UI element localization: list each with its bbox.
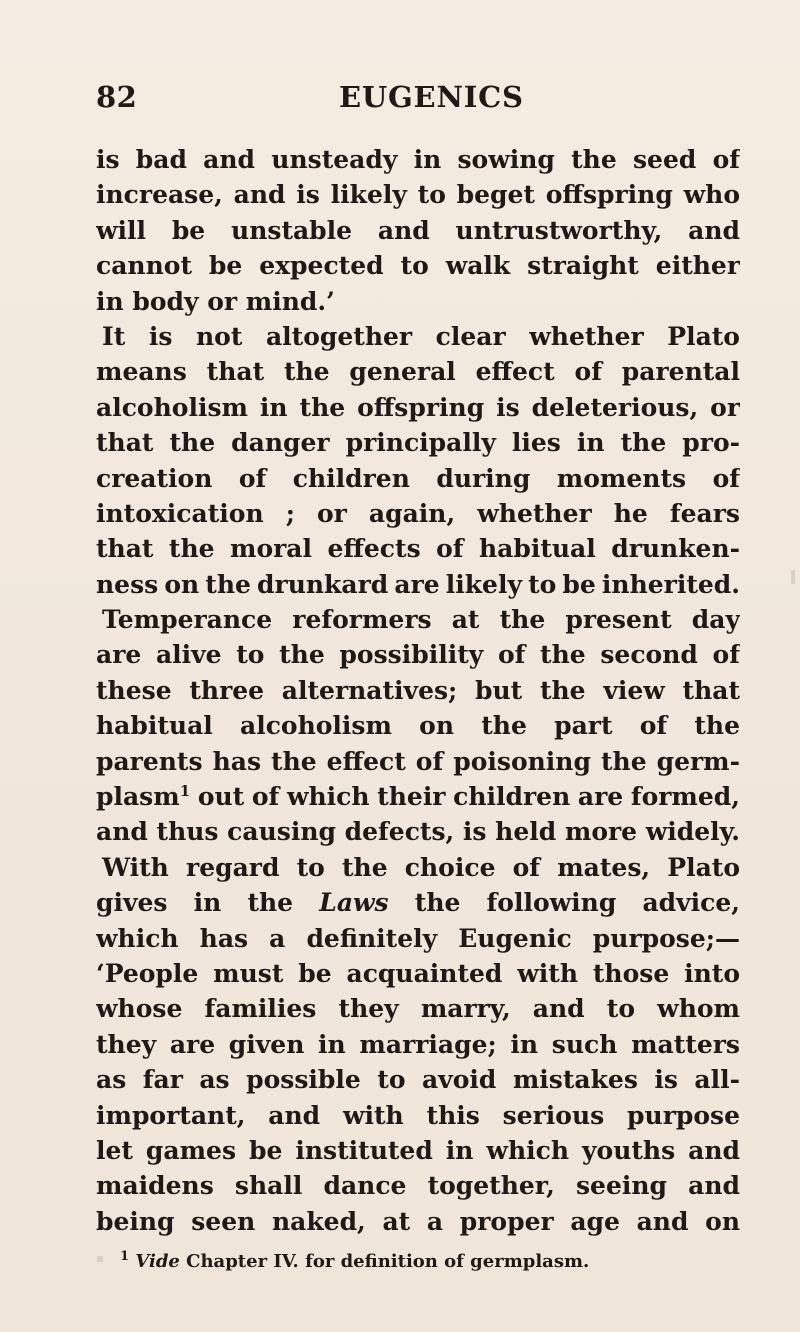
margin-mark bbox=[791, 570, 795, 584]
text-line: parents has the effect of poisoning the germ- bbox=[96, 746, 740, 776]
text-line: being seen naked, at a proper age and on bbox=[96, 1206, 740, 1236]
text-line: means that the general effect of parental bbox=[96, 357, 740, 387]
text-line: important, and with this serious purpose bbox=[96, 1100, 740, 1130]
text-line: whose families they marry, and to whom bbox=[96, 994, 740, 1024]
text-line: alcoholism in the offspring is deleterious, or bbox=[96, 392, 740, 422]
text-line: cannot be expected to walk straight either bbox=[96, 251, 740, 281]
text-line: let games be instituted in which youths and bbox=[96, 1135, 740, 1165]
text-line: intoxication ; or again, whether he fears bbox=[96, 498, 740, 528]
margin-mark bbox=[97, 1256, 103, 1262]
text-line: habitual alcoholism on the part of the bbox=[96, 711, 740, 741]
text-line: ness on the drunkard are likely to be inherited. bbox=[96, 569, 740, 599]
text-line: is bad and unsteady in sowing the seed of bbox=[96, 145, 740, 174]
page-number: 82 bbox=[96, 80, 138, 114]
text-line: increase, and is likely to beget offspring who bbox=[96, 180, 740, 210]
text-line: maidens shall dance together, seeing and bbox=[96, 1171, 740, 1201]
text-line: that the danger principally lies in the pro- bbox=[96, 428, 740, 458]
text-line: and thus causing defects, is held more widely. bbox=[96, 817, 740, 847]
text-line: these three alternatives; but the view that bbox=[96, 675, 740, 705]
text-line: Temperance reformers at the present day bbox=[102, 605, 740, 635]
text-line: are alive to the possibility of the second of bbox=[96, 640, 740, 670]
footnote bbox=[120, 1251, 589, 1272]
text-line: With regard to the choice of mates, Plato bbox=[102, 852, 740, 882]
italic-title: Laws bbox=[319, 888, 389, 918]
body-text bbox=[96, 142, 740, 1239]
text-line: creation of children during moments of bbox=[96, 463, 740, 493]
text-line: ‘People must be acquainted with those into bbox=[96, 958, 740, 988]
text-line: as far as possible to avoid mistakes is all- bbox=[96, 1065, 740, 1095]
text-line: in body or mind.’ bbox=[96, 286, 335, 316]
text-line: plasm$^1$ out of which their children are formed, bbox=[96, 782, 740, 812]
text-line: gives in the Laws the following advice, bbox=[96, 888, 740, 918]
text-line: that the moral effects of habitual drunken- bbox=[96, 534, 740, 564]
running-head: EUGENICS bbox=[339, 80, 524, 114]
footnote-reference: 1 bbox=[179, 782, 191, 801]
page-header bbox=[96, 80, 736, 120]
footnote-text: Chapter IV. for definition of germplasm. bbox=[186, 1251, 590, 1272]
text-line: which has a definitely Eugenic purpose;— bbox=[96, 923, 740, 953]
text-line: they are given in marriage; in such matters bbox=[96, 1029, 740, 1059]
footnote-italic: Vide bbox=[135, 1251, 180, 1272]
text-line: It is not altogether clear whether Plato bbox=[102, 321, 740, 351]
text-line: will be unstable and untrustworthy, and bbox=[96, 215, 740, 245]
footnote-marker: 1 bbox=[120, 1249, 130, 1264]
